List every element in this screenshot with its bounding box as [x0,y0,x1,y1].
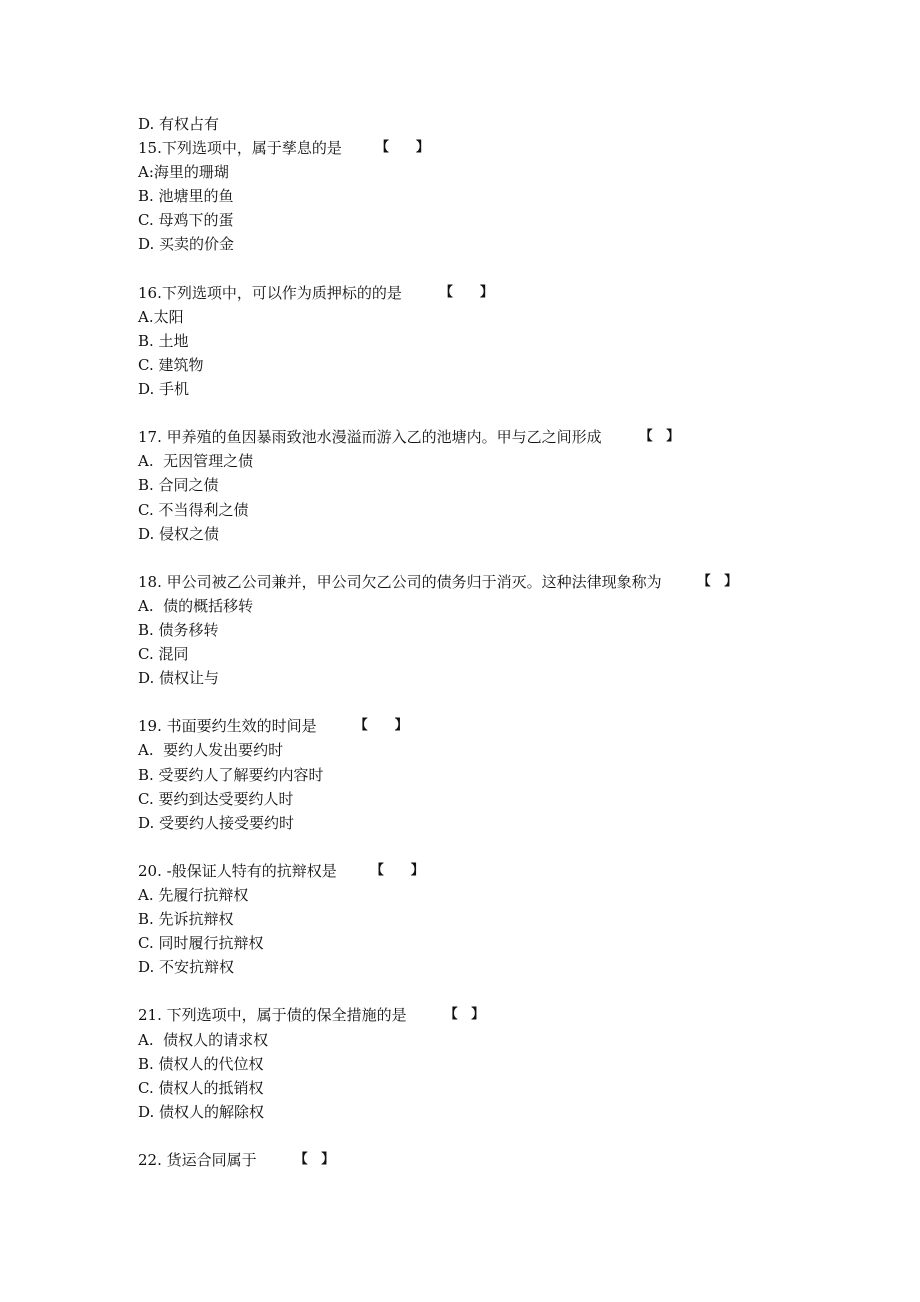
question-stem: 21. 下列选项中，属于债的保全措施的是 [138,1006,407,1025]
question-18 [138,570,838,690]
option-line: C. 债权人的抵销权 [138,1078,264,1097]
option-line: D. 受要约人接受要约时 [138,813,295,832]
option-line: D. 债权让与 [138,669,220,688]
spacer [138,257,838,281]
question-19 [138,714,838,834]
option-line: D. 不安抗辩权 [138,958,235,977]
question-21 [138,1003,838,1123]
question-16 [138,281,838,401]
question-22 [138,1148,838,1172]
option-line: A:海里的珊瑚 [138,163,229,182]
question-15 [138,136,838,256]
question-stem: 15.下列选项中，属于孳息的是 [138,139,342,158]
option-line: D. 侵权之债 [138,524,220,543]
spacer [138,690,838,714]
option-line: D. 有权占有 [138,115,220,133]
option-line: B. 土地 [138,331,189,350]
option-line: C. 混同 [138,645,189,664]
question-stem: 22. 货运合同属于 [138,1151,257,1170]
option-line: B. 受要约人了解要约内容时 [138,765,324,784]
option-line: C. 不当得利之债 [138,500,249,519]
option-line: C. 同时履行抗辩权 [138,934,264,953]
answer-bracket: 【 】 [444,1007,485,1023]
question-stem: 18. 甲公司被乙公司兼并，甲公司欠乙公司的债务归于消灭。这种法律现象称为 [138,572,662,591]
spacer [138,546,838,570]
option-line: D. 债权人的解除权 [138,1102,265,1121]
option-line: B. 债权人的代位权 [138,1054,264,1073]
option-line: A. 要约人发出要约时 [138,741,284,760]
option-line: A. 债权人的请求权 [138,1030,269,1049]
answer-bracket: 【 】 [439,284,494,300]
spacer [138,835,838,859]
question-stem: 16.下列选项中，可以作为质押标的的是 [138,283,402,302]
option-line: B. 合同之债 [138,476,219,495]
option-line: B. 债务移转 [138,620,219,639]
option-line: D. 手机 [138,380,190,399]
spacer [138,979,838,1003]
spacer [138,1124,838,1148]
option-line: A.太阳 [138,307,184,326]
answer-bracket: 【 】 [697,573,738,589]
exam-page [138,112,838,1172]
answer-bracket: 【 】 [354,718,408,734]
option-line: B. 先诉抗辩权 [138,910,234,929]
question-stem: 19. 书面要约生效的时间是 [138,717,317,736]
spacer [138,401,838,425]
option-line: C. 母鸡下的蛋 [138,211,234,230]
option-line: A. 债的概括移转 [138,596,254,615]
option-line: B. 池塘里的鱼 [138,187,234,206]
question-stem: 17. 甲养殖的鱼因暴雨致池水漫溢而游入乙的池塘内。甲与乙之间形成 [138,428,602,447]
answer-bracket: 【 】 [639,429,680,445]
answer-bracket: 【 】 [294,1152,335,1168]
option-line: A. 无因管理之债 [138,452,254,471]
option-line: A. 先履行抗辩权 [138,886,249,904]
answer-bracket: 【 】 [375,140,430,156]
option-line: D. 买卖的价金 [138,235,235,254]
question-stem: 20. -般保证人特有的抗辩权是 [138,861,337,880]
option-line: C. 建筑物 [138,355,204,374]
question-20 [138,859,838,979]
answer-bracket: 【 】 [370,862,424,878]
option-line: C. 要约到达受要约人时 [138,789,294,808]
question-17 [138,425,838,545]
